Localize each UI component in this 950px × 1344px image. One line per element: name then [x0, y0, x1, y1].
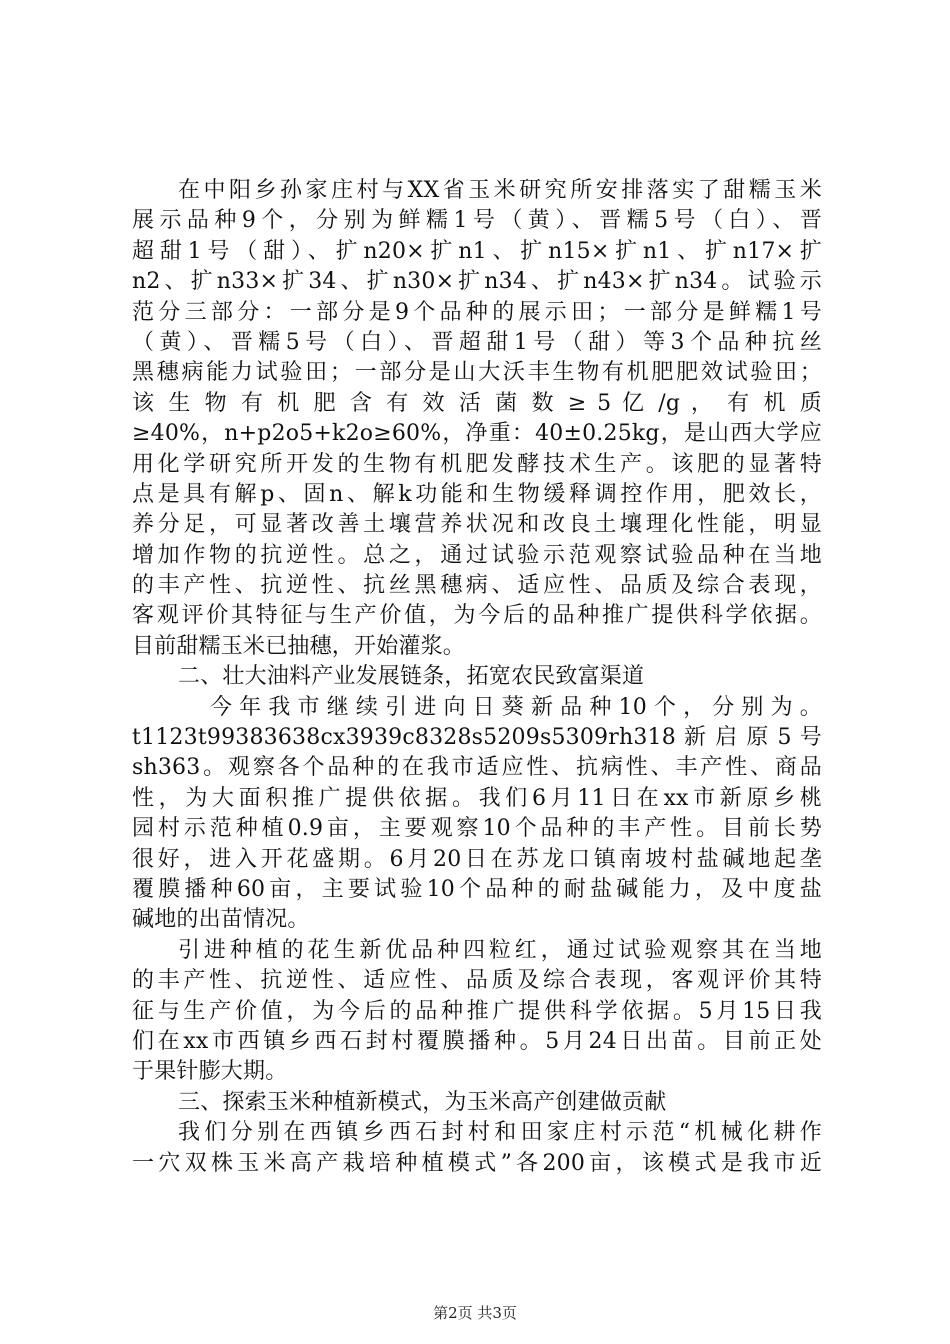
text-line: 客观评价其特征与生产价值，为今后的品种推广提供科学依据。 [132, 603, 822, 629]
text-line: 我们分别在西镇乡西石封村和田家庄村示范“机械化耕作 [178, 1120, 822, 1146]
text-line: 黑穗病能力试验田；一部分是山大沃丰生物有机肥肥效试验田； [132, 360, 822, 386]
text-line: 园村示范种植0.9亩，主要观察10个品种的丰产性。目前长势 [132, 816, 822, 842]
text-line: 征与生产价值，为今后的品种推广提供科学依据。5月15日我 [132, 998, 822, 1024]
text-line: n2、扩n33×扩34、扩n30×扩n34、扩n43×扩n34。试验示 [132, 269, 822, 295]
text-line: 今年我市继续引进向日葵新品种10个，分别为。 [210, 694, 822, 720]
text-line: 碱地的出苗情况。 [132, 907, 310, 933]
text-line: 一穴双株玉米高产栽培种植模式”各200亩，该模式是我市近 [132, 1150, 822, 1176]
text-line: 增加作物的抗逆性。总之，通过试验示范观察试验品种在当地 [132, 542, 822, 568]
text-line: 用化学研究所开发的生物有机肥发酵技术生产。该肥的显著特 [132, 451, 822, 477]
body-text [132, 176, 822, 1179]
text-line: 引进种植的花生新优品种四粒红，通过试验观察其在当地 [178, 937, 822, 963]
text-line: 们在xx市西镇乡西石封村覆膜播种。5月24日出苗。目前正处 [132, 1028, 822, 1054]
section-heading: 三、探索玉米种植新模式，为玉米高产创建做贡献 [178, 1089, 667, 1115]
text-line: ≥40%，n+p2o5+k2o≥60%，净重：40±0.25kg，是山西大学应 [132, 421, 822, 447]
text-line: 范分三部分：一部分是9个品种的展示田；一部分是鲜糯1号 [132, 299, 822, 325]
text-line: 该 生 物 有 机 肥 含 有 效 活 菌 数 ≥ 5 亿 /g ， 有 机 质 [132, 390, 822, 416]
text-line: 很好，进入开花盛期。6月20日在苏龙口镇南坡村盐碱地起垄 [132, 846, 822, 872]
text-line: 于果针膨大期。 [132, 1059, 288, 1085]
text-line: 的丰产性、抗逆性、适应性、品质及综合表现，客观评价其特 [132, 968, 822, 994]
text-line: 覆膜播种60亩，主要试验10个品种的耐盐碱能力，及中度盐 [132, 876, 822, 902]
text-line: 性，为大面积推广提供依据。我们6月11日在xx市新原乡桃 [132, 785, 822, 811]
text-line: 目前甜糯玉米已抽穗，开始灌浆。 [132, 633, 466, 659]
page-footer: 第2页 共3页 [433, 1304, 517, 1322]
text-line: 展示品种9个，分别为鲜糯1号（黄）、晋糯5号（白）、晋 [132, 208, 822, 234]
text-line: 养分足，可显著改善土壤营养状况和改良土壤理化性能，明显 [132, 512, 822, 538]
section-heading: 二、壮大油料产业发展链条，拓宽农民致富渠道 [178, 664, 645, 690]
text-line: 在中阳乡孙家庄村与XX省玉米研究所安排落实了甜糯玉米 [178, 178, 822, 203]
text-line: sh363。观察各个品种的在我市适应性、抗病性、丰产性、商品 [132, 755, 822, 781]
text-line: 超甜1号（甜）、扩n20×扩n1、扩n15×扩n1、扩n17×扩 [132, 238, 822, 264]
text-line: 点是具有解p、固n、解k功能和生物缓释调控作用，肥效长， [132, 481, 822, 507]
text-line: 的丰产性、抗逆性、抗丝黑穗病、适应性、品质及综合表现， [132, 573, 822, 599]
text-line: t1123t99383638cx3939c8328s5209s5309rh318 新 启 原 5 号 [132, 725, 822, 751]
text-line: （黄）、晋糯5号（白）、晋超甜1号（甜）等3个品种抗丝 [132, 329, 822, 355]
